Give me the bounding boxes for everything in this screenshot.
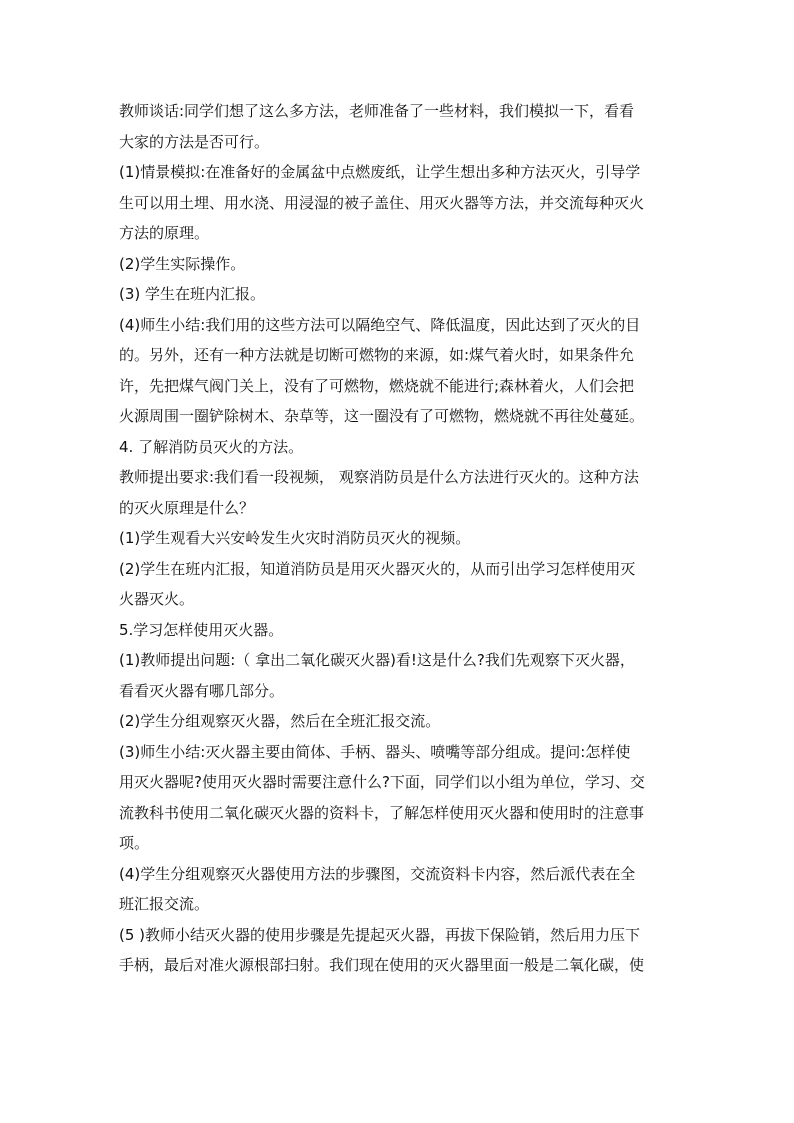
- text-line: 许，先把煤气阀门关上，没有了可燃物，燃烧就不能进行;森林着火，人们会把: [119, 376, 635, 395]
- text-line: 火源周围一圈铲除树木、杂草等，这一圈没有了可燃物，燃烧就不再往处蔓延。: [119, 407, 645, 425]
- text-line: 大家的方法是否可行。: [119, 132, 270, 151]
- text-line: (2)学生分组观察灭火器，然后在全班汇报交流。: [119, 712, 441, 730]
- text-line: 流教科书使用二氧化碳灭火器的资料卡，了解怎样使用灭火器和使用时的注意事: [119, 803, 645, 822]
- text-line: (3) 学生在班内汇报。: [119, 285, 266, 303]
- text-line: (5 )教师小结灭火器的使用步骤是先提起灭火器，再拔下保险销，然后用力压下: [119, 925, 641, 944]
- text-line: (4)师生小结:我们用的这些方法可以隔绝空气、降低温度，因此达到了灭火的目: [119, 315, 641, 334]
- text-line: 的。另外，还有一种方法就是切断可燃物的来源，如:煤气着火时，如果条件允: [119, 346, 635, 364]
- text-line: 班汇报交流。: [119, 895, 210, 913]
- text-line: 火器灭火。: [119, 590, 195, 608]
- text-line: 用灭火器呢?使用灭火器时需要注意什么?下面，同学们以小组为单位，学习、交: [119, 773, 645, 791]
- text-line: (2)学生在班内汇报，知道消防员是用灭火器灭火的，从而引出学习怎样使用灭: [119, 559, 636, 578]
- text-line: 手柄，最后对准火源根部扫射。我们现在使用的灭火器里面一般是二氧化碳，使: [119, 956, 645, 974]
- section-heading: 5.学习怎样使用灭火器。: [119, 620, 284, 639]
- text-line: 生可以用土埋、用水浇、用浸湿的被子盖住、用灭火器等方法，并交流每种灭火: [119, 193, 645, 212]
- text-line: (1)学生观看大兴安岭发生火灾时消防员灭火的视频。: [119, 529, 471, 547]
- section-heading: 4. 了解消防员灭火的方法。: [119, 437, 304, 456]
- text-line: (2)学生实际操作。: [119, 254, 246, 273]
- text-line: 项。: [119, 834, 150, 852]
- text-line: (1)教师提出问题:（ 拿出二氧化碳灭火器)看!这是什么?我们先观察下灭火器，: [119, 651, 635, 669]
- text-line: (4)学生分组观察灭火器使用方法的步骤图，交流资料卡内容，然后派代表在全: [119, 864, 636, 883]
- text-line: 看看灭火器有哪几部分。: [119, 681, 285, 700]
- text-line: 方法的原理。: [119, 224, 210, 242]
- text-line: (3)师生小结:灭火器主要由简体、手柄、器头、喷嘴等部分组成。提问:怎样使: [119, 742, 631, 761]
- text-line: 教师谈话:同学们想了这么多方法，老师准备了一些材料，我们模拟一下，看看: [119, 102, 635, 120]
- text-line: (1)情景模拟:在准备好的金属盆中点燃废纸，让学生想出多种方法灭火，引导学: [119, 163, 641, 181]
- document-body: [119, 96, 685, 981]
- text-line: 的灭火原理是什么？: [119, 498, 255, 517]
- text-line: 教师提出要求:我们看一段视频， 观察消防员是什么方法进行灭火的。这种方法: [119, 468, 639, 486]
